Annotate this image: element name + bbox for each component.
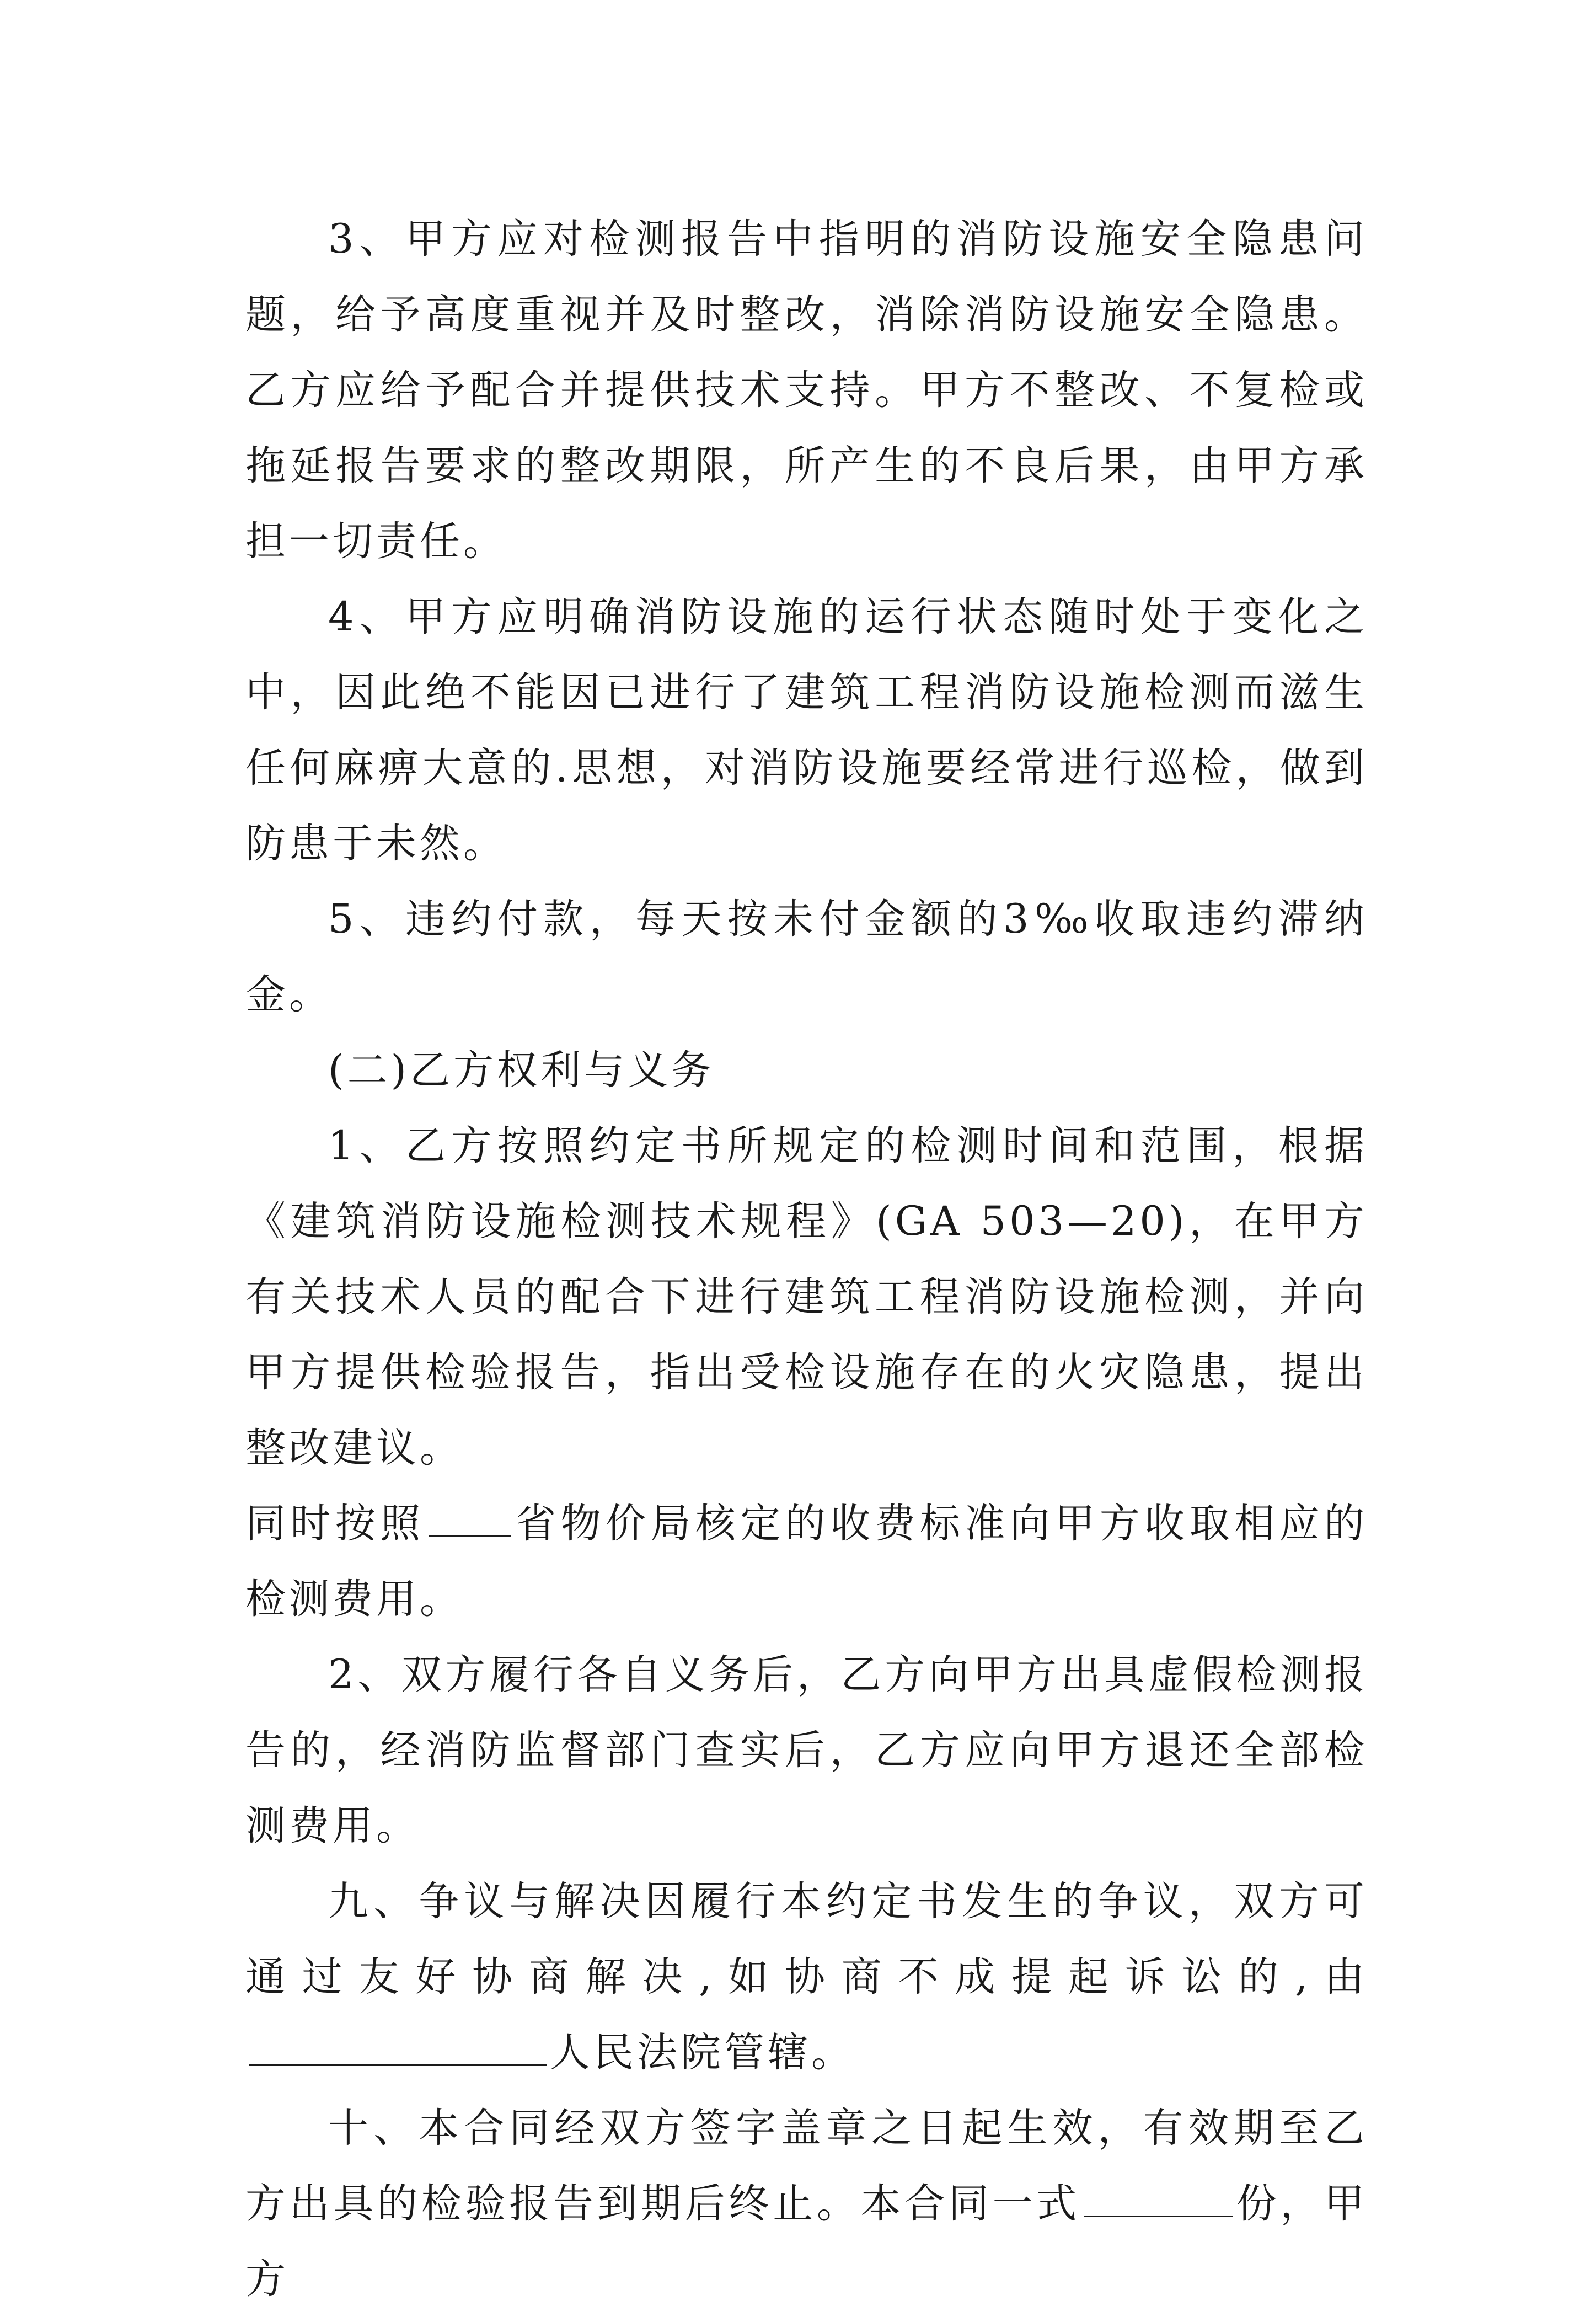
dispute-resolution-paragraph bbox=[245, 1864, 1368, 2090]
clause-4-paragraph: 4、甲方应明确消防设施的运行状态随时处于变化之中，因此绝不能因已进行了建筑工程消防设施检测而滋生任何麻痹大意的.思想，对消防设施要经常进行巡检，做到防患于未然。 bbox=[245, 593, 1368, 867]
party-b-clause-1-paragraph: 1、乙方按照约定书所规定的检测时间和范围，根据《建筑消防设施检测技术规程》(GA 503—20)，在甲方有关技术人员的配合下进行建筑工程消防设施检测，并向甲方提供检验报告，指出受检设施存在的火灾隐患，提出整改建议。 bbox=[245, 1122, 1368, 1471]
fee-text-end: 省物价局核定的收费标准向甲方收取相应的检测费用。 bbox=[245, 1500, 1368, 1623]
copies-blank bbox=[1084, 2179, 1233, 2217]
effectiveness-text-end: 份，甲方 bbox=[245, 2180, 1368, 2303]
court-blank bbox=[249, 2028, 547, 2066]
section-heading-party-b: (二)乙方权利与义务 bbox=[328, 1047, 715, 1094]
party-b-clause-2-paragraph: 2、双方履行各自义务后，乙方向甲方出具虚假检测报告的，经消防监督部门查实后，乙方应向甲方退还全部检测费用。 bbox=[245, 1651, 1368, 1849]
contract-body bbox=[245, 201, 1368, 2317]
clause-5-paragraph: 5、违约付款，每天按未付金额的3‰收取违约滞纳金。 bbox=[245, 896, 1368, 1018]
party-b-clause-1-continuation bbox=[245, 1486, 1368, 1637]
province-blank bbox=[429, 1499, 511, 1537]
effectiveness-paragraph bbox=[245, 2090, 1368, 2317]
clause-3-paragraph: 3、甲方应对检测报告中指明的消防设施安全隐患问题，给予高度重视并及时整改，消除消防设施安全隐患。乙方应给予配合并提供技术支持。甲方不整改、不复检或拖延报告要求的整改期限，所产生的不良后果，由甲方承担一切责任。 bbox=[245, 216, 1368, 565]
fee-text-start: 同时按照 bbox=[245, 1500, 425, 1547]
dispute-text-start: 九、争议与解决因履行本约定书发生的争议，双方可通过友好协商解决,如协商不成提起诉讼的,由 bbox=[245, 1878, 1368, 2000]
effectiveness-text-start: 十、本合同经双方签字盖章之日起生效，有效期至乙方出具的检验报告到期后终止。本合同一式 bbox=[245, 2105, 1368, 2227]
dispute-text-end: 人民法院管辖。 bbox=[550, 2029, 855, 2076]
